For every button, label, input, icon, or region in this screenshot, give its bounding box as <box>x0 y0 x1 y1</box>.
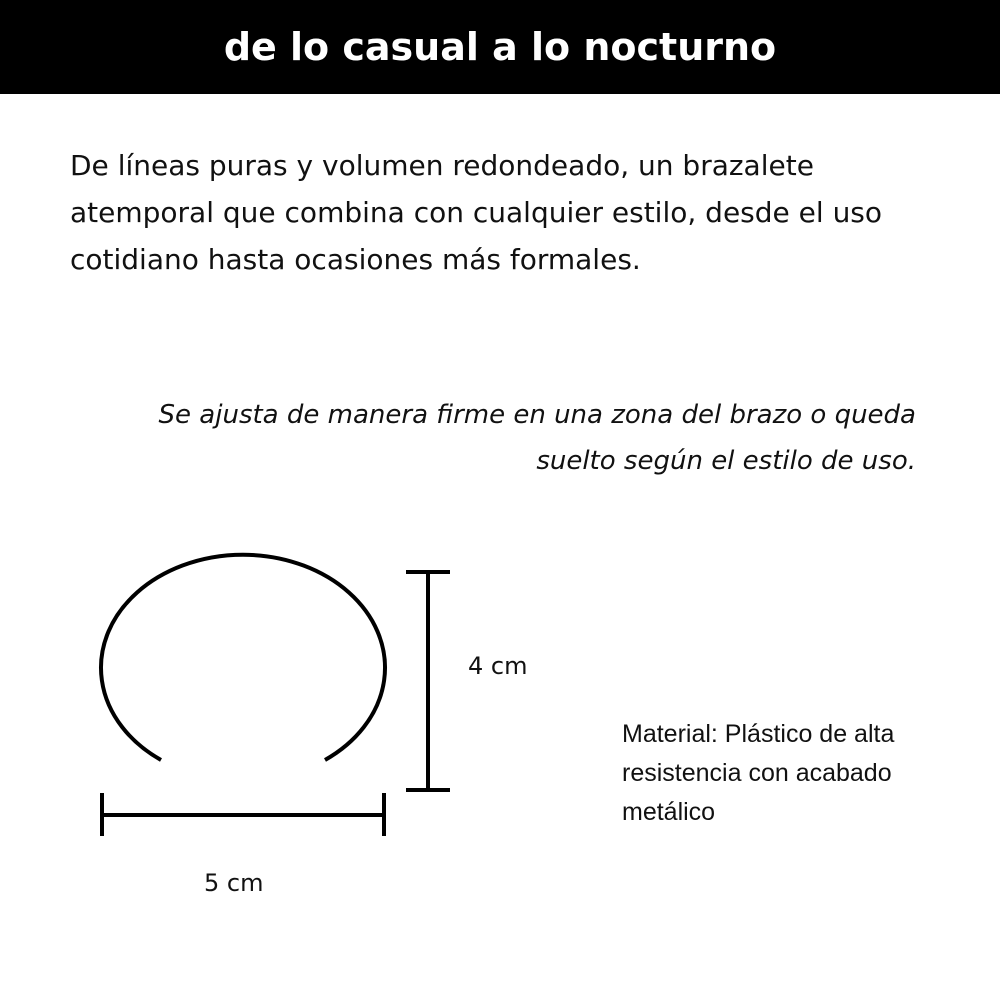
bracelet-outline-icon <box>101 555 385 760</box>
product-description: De líneas puras y volumen redondeado, un brazalete atemporal que combina con cualquier estilo, desde el uso cotidiano hasta ocasiones más formales. <box>70 149 883 276</box>
height-dimension-line <box>406 572 450 790</box>
material-note: Material: Plástico de alta resistencia con acabado metálico <box>622 720 895 826</box>
fit-note: Se ajusta de manera firme en una zona del brazo o queda suelto según el estilo de uso. <box>158 400 916 476</box>
width-dimension-line <box>102 793 384 836</box>
height-label: 4 cm <box>468 652 528 680</box>
width-label: 5 cm <box>204 869 264 897</box>
header-bar <box>0 0 1000 94</box>
page-title: de lo casual a lo nocturno <box>223 25 777 69</box>
